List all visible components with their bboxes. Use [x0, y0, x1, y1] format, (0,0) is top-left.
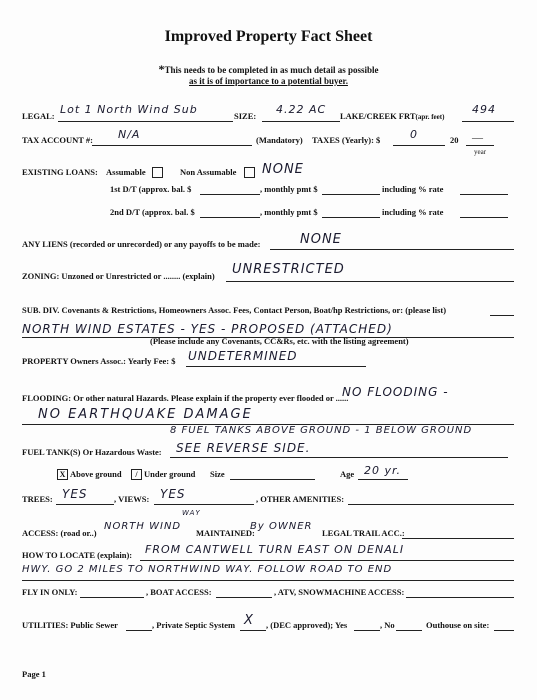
assumable-label: Assumable — [106, 167, 146, 177]
septic-value[interactable]: X — [244, 613, 254, 628]
taxes-year-caption: year — [474, 148, 487, 156]
liens-label: ANY LIENS (recorded or unrecorded) or any payoffs to be made: — [22, 239, 261, 249]
second-dt-monthly-label: , monthly pmt $ — [260, 207, 318, 217]
tax-account-label: TAX ACCOUNT #: — [22, 135, 93, 145]
utilities-label: UTILITIES: Public Sewer — [22, 620, 118, 630]
existing-loans-label: EXISTING LOANS: — [22, 167, 98, 177]
first-dt-rate-label: including % rate — [382, 184, 444, 194]
locate-label: HOW TO LOCATE (explain): — [22, 550, 133, 560]
non-assumable-label: Non Assumable — [180, 167, 237, 177]
legal-trail-label: LEGAL TRAIL ACC.: — [322, 528, 405, 538]
subdiv-value[interactable]: NORTH WIND ESTATES - YES - PROPOSED (ATTACHED) — [22, 322, 393, 336]
trees-label: TREES: — [22, 494, 53, 504]
flooding-value-1[interactable]: NO FLOODING - — [342, 385, 449, 399]
tax-account-value[interactable]: N/A — [118, 128, 141, 141]
boat-access-label: , BOAT ACCESS: — [146, 587, 212, 597]
second-dt-rate-label: including % rate — [382, 207, 444, 217]
locate-value-1[interactable]: FROM CANTWELL TURN EAST ON DENALI — [145, 543, 405, 556]
no-label: , No — [380, 620, 395, 630]
notice-line-2: as it is of importance to a potential buyer. — [189, 76, 348, 86]
legal-label: LEGAL: — [22, 111, 55, 121]
fly-in-label: FLY IN ONLY: — [22, 587, 78, 597]
dec-label: , (DEC approved); Yes — [266, 620, 348, 630]
access-value[interactable]: NORTH WIND — [104, 521, 182, 532]
subdiv-note: (Please include any Covenants, CC&Rs, etc. with the listing agreement) — [150, 336, 409, 346]
taxes-year-dash: — — [472, 132, 483, 144]
notice-line-1: *This needs to be completed in as much detail as possible — [158, 62, 379, 76]
zoning-value[interactable]: UNRESTRICTED — [232, 262, 345, 277]
locate-value-2[interactable]: HWY. GO 2 MILES TO NORTHWIND WAY. FOLLOW ROAD TO END — [22, 564, 393, 575]
above-ground-label: Above ground — [70, 469, 122, 479]
fuel-label: FUEL TANK(S) Or Hazardous Waste: — [22, 447, 162, 457]
second-dt-label: 2nd D/T (approx. bal. $ — [110, 207, 195, 217]
lake-front-label: LAKE/CREEK FRT(apr. feet) — [340, 111, 445, 121]
fuel-tank-note[interactable]: 8 FUEL TANKS ABOVE GROUND - 1 BELOW GROUND — [170, 425, 473, 436]
flooding-value-2[interactable]: NO EARTHQUAKE DAMAGE — [38, 407, 253, 422]
size-label: SIZE: — [234, 111, 257, 121]
owners-assoc-value[interactable]: UNDETERMINED — [188, 349, 298, 363]
page-footer: Page 1 — [22, 669, 46, 679]
lake-front-value[interactable]: 494 — [472, 103, 496, 116]
first-dt-label: 1st D/T (approx. bal. $ — [110, 184, 192, 194]
under-ground-checkbox[interactable]: / — [131, 469, 142, 480]
fuel-value[interactable]: SEE REVERSE SIDE. — [176, 441, 311, 455]
atv-access-label: , ATV, SNOWMACHINE ACCESS: — [274, 587, 405, 597]
maintained-label: MAINTAINED: — [196, 528, 255, 538]
zoning-label: ZONING: Unzoned or Unrestricted or ........ (explain) — [22, 271, 215, 281]
owners-assoc-label: PROPERTY Owners Assoc.: Yearly Fee: $ — [22, 356, 176, 366]
flooding-label: FLOODING: Or other natural Hazards. Please explain if the property ever flooded or ...... — [22, 393, 349, 403]
above-ground-checkbox[interactable]: X — [57, 469, 68, 480]
first-dt-monthly-label: , monthly pmt $ — [260, 184, 318, 194]
fuel-size-label: Size — [210, 469, 225, 479]
tax-mandatory: (Mandatory) — [256, 135, 303, 145]
taxes-value[interactable]: 0 — [410, 128, 418, 141]
amenities-label: , OTHER AMENITIES: — [256, 494, 345, 504]
trees-value[interactable]: YES — [62, 487, 88, 501]
maintained-value[interactable]: By OWNER — [250, 521, 313, 532]
outhouse-label: Outhouse on site: — [426, 620, 490, 630]
liens-value[interactable]: NONE — [300, 232, 342, 247]
legal-value[interactable]: Lot 1 North Wind Sub — [60, 103, 198, 116]
fuel-age-label: Age — [340, 469, 355, 479]
taxes-label: TAXES (Yearly): $ — [312, 135, 381, 145]
fuel-age-value[interactable]: 20 yr. — [364, 464, 402, 477]
page-title: Improved Property Fact Sheet — [164, 28, 373, 45]
access-label: ACCESS: (road or..) — [22, 528, 97, 538]
existing-loans-value[interactable]: NONE — [262, 162, 304, 177]
non-assumable-checkbox[interactable] — [244, 167, 255, 178]
views-label: , VIEWS: — [114, 494, 150, 504]
under-ground-label: Under ground — [144, 469, 196, 479]
septic-label: , Private Septic System — [152, 620, 236, 630]
subdiv-label: SUB. DIV. Covenants & Restrictions, Homeowners Assoc. Fees, Contact Person, Boat/hp Restrictions, or: (please list) — [22, 305, 447, 315]
taxes-year-prefix: 20 — [450, 135, 459, 145]
views-value[interactable]: YES — [160, 487, 186, 501]
access-value-extra[interactable]: WAY — [182, 509, 201, 517]
assumable-checkbox[interactable] — [152, 167, 163, 178]
size-value[interactable]: 4.22 AC — [276, 103, 327, 116]
